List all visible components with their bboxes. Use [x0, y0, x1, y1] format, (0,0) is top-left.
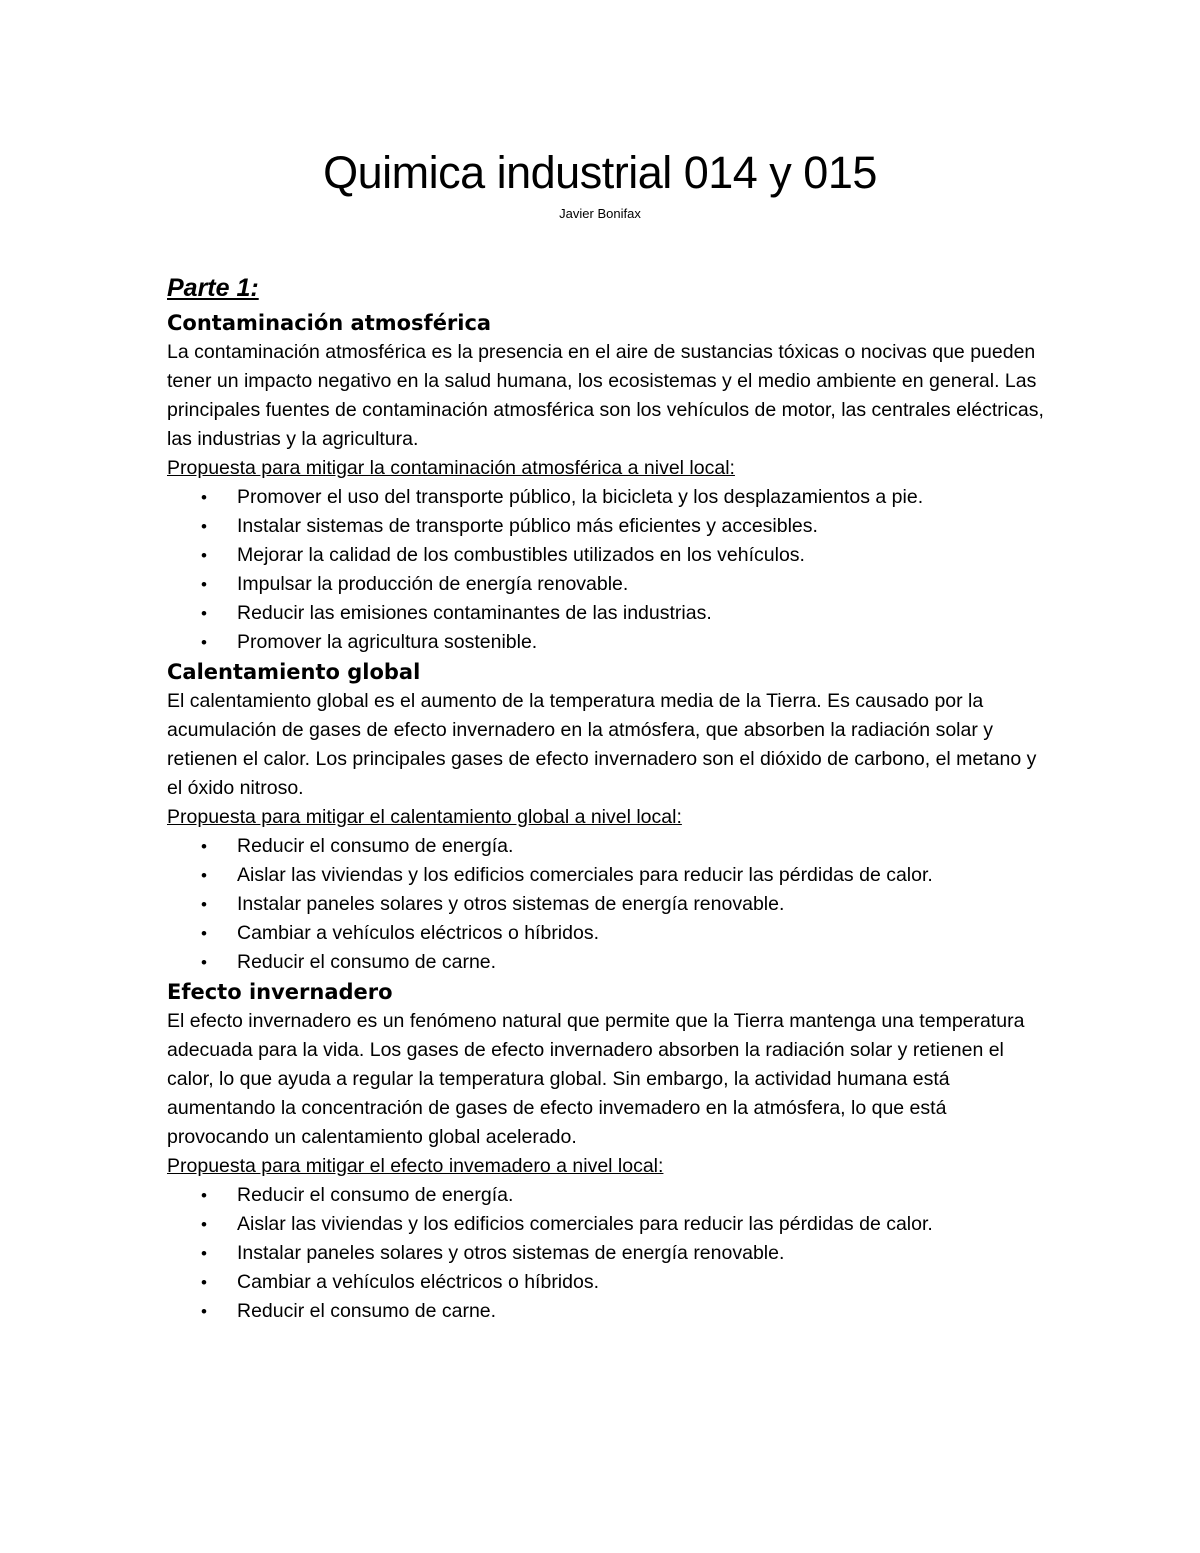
proposal-label: Propuesta para mitigar la contaminación atmosférica a nivel local:: [167, 457, 735, 479]
section-heading: Contaminación atmosférica: [167, 311, 492, 335]
list-item-text: Reducir el consumo de energía.: [237, 835, 514, 857]
section-calentamiento: [167, 657, 1047, 977]
list-item: [167, 1181, 1047, 1210]
bullet-icon: •: [201, 1215, 207, 1234]
bullet-icon: •: [201, 517, 207, 536]
bullet-icon: •: [201, 1186, 207, 1205]
proposal-list: [167, 1181, 1047, 1326]
list-item: [167, 599, 1047, 628]
list-item: [167, 1210, 1047, 1239]
bullet-icon: •: [201, 604, 207, 623]
list-item: [167, 919, 1047, 948]
list-item: [167, 948, 1047, 977]
bullet-icon: •: [201, 546, 207, 565]
list-item-text: Promover la agricultura sostenible.: [237, 631, 538, 653]
list-item: [167, 483, 1047, 512]
bullet-icon: •: [201, 633, 207, 652]
section-heading: Efecto invernadero: [167, 980, 393, 1004]
section-paragraph: La contaminación atmosférica es la presencia en el aire de sustancias tóxicas o nocivas que pueden tener un impacto negativo en la salud humana, los ecosistemas y el medio ambiente en general. Las principales fuentes de contaminación atmosférica son los vehículos de motor, las centrales eléctricas, las industrias y la agricultura.: [167, 341, 1044, 450]
list-item-text: Reducir el consumo de energía.: [237, 1184, 514, 1206]
list-item-text: Reducir las emisiones contaminantes de las industrias.: [237, 602, 712, 624]
list-item-text: Cambiar a vehículos eléctricos o híbridos.: [237, 1271, 599, 1293]
list-item-text: Instalar sistemas de transporte público más eficientes y accesibles.: [237, 515, 818, 537]
list-item-text: Aislar las viviendas y los edificios comerciales para reducir las pérdidas de calor.: [237, 1213, 933, 1235]
section-heading: Calentamiento global: [167, 660, 421, 684]
bullet-icon: •: [201, 1302, 207, 1321]
bullet-icon: •: [201, 837, 207, 856]
bullet-icon: •: [201, 895, 207, 914]
proposal-label: Propuesta para mitigar el efecto invemadero a nivel local:: [167, 1155, 664, 1177]
list-item: [167, 890, 1047, 919]
section-contaminacion: [167, 308, 1047, 657]
list-item-text: Promover el uso del transporte público, la bicicleta y los desplazamientos a pie.: [237, 486, 924, 508]
list-item-text: Instalar paneles solares y otros sistemas de energía renovable.: [237, 1242, 785, 1264]
list-item-text: Reducir el consumo de carne.: [237, 1300, 497, 1322]
section-efecto-invernadero: [167, 977, 1047, 1326]
list-item-text: Mejorar la calidad de los combustibles utilizados en los vehículos.: [237, 544, 805, 566]
bullet-icon: •: [201, 1244, 207, 1263]
list-item-text: Instalar paneles solares y otros sistemas de energía renovable.: [237, 893, 785, 915]
bullet-icon: •: [201, 953, 207, 972]
bullet-icon: •: [201, 488, 207, 507]
document-author: Javier Bonifax: [559, 206, 641, 221]
document-title: Quimica industrial 014 y 015: [323, 147, 877, 198]
list-item: [167, 861, 1047, 890]
list-item: [167, 628, 1047, 657]
section-paragraph: El calentamiento global es el aumento de la temperatura media de la Tierra. Es causado por la acumulación de gases de efecto invernadero en la atmósfera, que absorben la radiación solar y retienen el calor. Los principales gases de efecto invernadero son el dióxido de carbono, el metano y el óxido nitroso.: [167, 690, 1037, 799]
list-item-text: Cambiar a vehículos eléctricos o híbridos.: [237, 922, 599, 944]
list-item: [167, 512, 1047, 541]
list-item: [167, 832, 1047, 861]
bullet-icon: •: [201, 924, 207, 943]
bullet-icon: •: [201, 575, 207, 594]
list-item: [167, 1297, 1047, 1326]
proposal-list: [167, 832, 1047, 977]
proposal-list: [167, 483, 1047, 657]
list-item-text: Aislar las viviendas y los edificios comerciales para reducir las pérdidas de calor.: [237, 864, 933, 886]
list-item: [167, 541, 1047, 570]
list-item-text: Impulsar la producción de energía renovable.: [237, 573, 629, 595]
bullet-icon: •: [201, 1273, 207, 1292]
section-paragraph: El efecto invernadero es un fenómeno natural que permite que la Tierra mantenga una temperatura adecuada para la vida. Los gases de efecto invernadero absorben la radiación solar y retienen el calor, lo que ayuda a regular la temperatura global. Sin embargo, la actividad humana está aumentando la concentración de gases de efecto invemadero en la atmósfera, lo que está provocando un calentamiento global acelerado.: [167, 1010, 1025, 1148]
list-item-text: Reducir el consumo de carne.: [237, 951, 497, 973]
proposal-label: Propuesta para mitigar el calentamiento global a nivel local:: [167, 806, 682, 828]
bullet-icon: •: [201, 866, 207, 885]
list-item: [167, 1239, 1047, 1268]
part-heading: Parte 1:: [167, 274, 259, 302]
list-item: [167, 1268, 1047, 1297]
list-item: [167, 570, 1047, 599]
document-body: [167, 270, 1047, 1326]
